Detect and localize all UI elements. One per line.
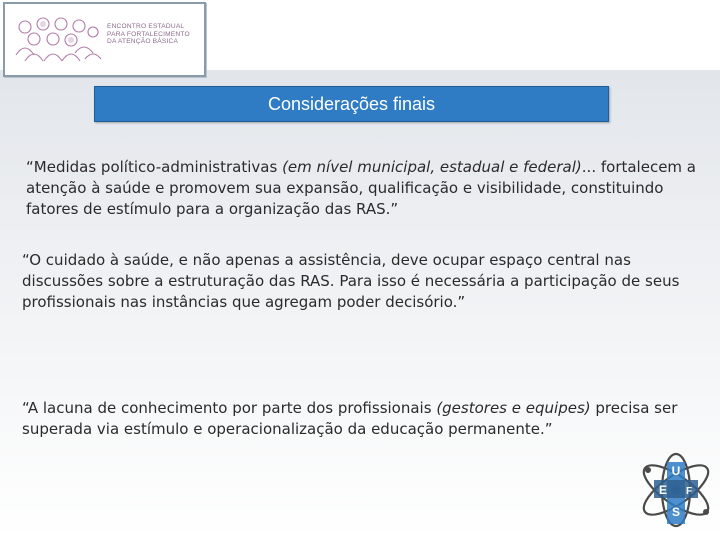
- quote-paragraph-2: [22, 250, 702, 313]
- quote-italic: (gestores e equipes): [436, 399, 591, 417]
- quote-text: “A lacuna de conhecimento por parte dos profissionais: [22, 399, 437, 417]
- quote-paragraph-1: [26, 157, 706, 220]
- slide-title: Considerações finais: [267, 94, 436, 114]
- quote-text: ...: [581, 158, 601, 176]
- quote-italic: (em nível municipal, estadual e federal): [282, 158, 582, 176]
- emblem-letter: S: [671, 505, 681, 519]
- logo-line: DA ATENÇÃO BÁSICA: [107, 38, 179, 46]
- quote-text: “Medidas político-administrativas: [26, 158, 283, 176]
- event-logo: [3, 2, 206, 77]
- quote-text: “O cuidado à saúde, e não apenas a assistência, deve ocupar espaço central nas discussões sobre a estruturação das RAS. Para isso é necessária a participação de seus profissionais nas instâncias que agregam poder decisório.”: [22, 251, 680, 311]
- title-bar: [94, 86, 609, 122]
- emblem-letter: U: [671, 464, 681, 478]
- quote-paragraph-3: [22, 398, 712, 440]
- university-emblem-icon: [634, 450, 718, 534]
- logo-line: PARA FORTALECIMENTO: [107, 30, 190, 38]
- people-group-icon: [13, 15, 101, 63]
- emblem-letter: E: [658, 483, 668, 497]
- quote-text: precisa ser superada via estímulo e operacionalização da educação permanente.”: [22, 399, 678, 438]
- emblem-letter: F: [685, 486, 693, 497]
- quote-text: fortalecem a atenção à saúde e promovem sua expansão, qualificação e visibilidade, constituindo fatores de estímulo para a organização das RAS.”: [26, 158, 697, 218]
- logo-line: ENCONTRO ESTADUAL: [107, 23, 185, 30]
- logo-text: [107, 23, 199, 46]
